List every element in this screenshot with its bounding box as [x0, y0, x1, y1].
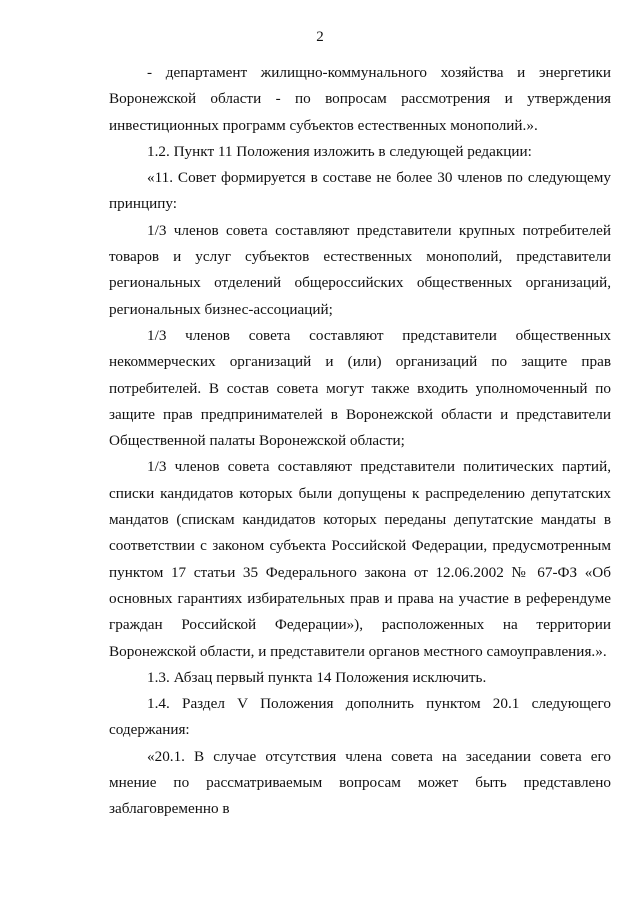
paragraph-second-third: 1/3 членов совета составляют представители общественных некоммерческих организаций и (или) организаций по защите прав потребителей. В состав совета могут также входить уполномоченный по защите прав предпринимателей в Воронежской области и представители Общественной палаты Воронежской области;: [109, 326, 611, 450]
paragraph-item-20-1: «20.1. В случае отсутствия члена совета на заседании совета его мнение по рассматриваемым вопросам может быть представлено заблаговременно в: [109, 747, 611, 818]
document-body: [109, 60, 611, 823]
paragraph-item-11: «11. Совет формируется в составе не более 30 членов по следующему принципу:: [109, 169, 611, 213]
paragraph-item-1-2: 1.2. Пункт 11 Положения изложить в следующей редакции:: [147, 142, 532, 160]
paragraph-department: - департамент жилищно-коммунального хозяйства и энергетики Воронежской области - по вопросам рассмотрения и утверждения инвестиционных программ субъектов естественных монополий.».: [109, 64, 611, 134]
paragraph-item-1-4: 1.4. Раздел V Положения дополнить пунктом 20.1 следующего содержания:: [109, 695, 611, 739]
paragraph-item-1-3: 1.3. Абзац первый пункта 14 Положения исключить.: [147, 668, 487, 686]
paragraph-third-third: 1/3 членов совета составляют представители политических партий, списки кандидатов которых были допущены к распределению депутатских мандатов (спискам кандидатов которых переданы депутатские мандаты в соответствии с законом субъекта Российской Федерации, предусмотренным пунктом 17 статьи 35 Федерального закона от 12.06.2002 № 67-ФЗ «Об основных гарантиях избирательных прав и права на участие в референдуме граждан Российской Федерации»), расположенных на территории Воронежской области, и представители органов местного самоуправления.».: [109, 458, 611, 660]
page-number: 2: [316, 29, 324, 45]
paragraph-first-third: 1/3 членов совета составляют представители крупных потребителей товаров и услуг субъектов естественных монополий, представители региональных отделений общероссийских общественных организаций, региональных бизнес-ассоциаций;: [109, 221, 611, 318]
